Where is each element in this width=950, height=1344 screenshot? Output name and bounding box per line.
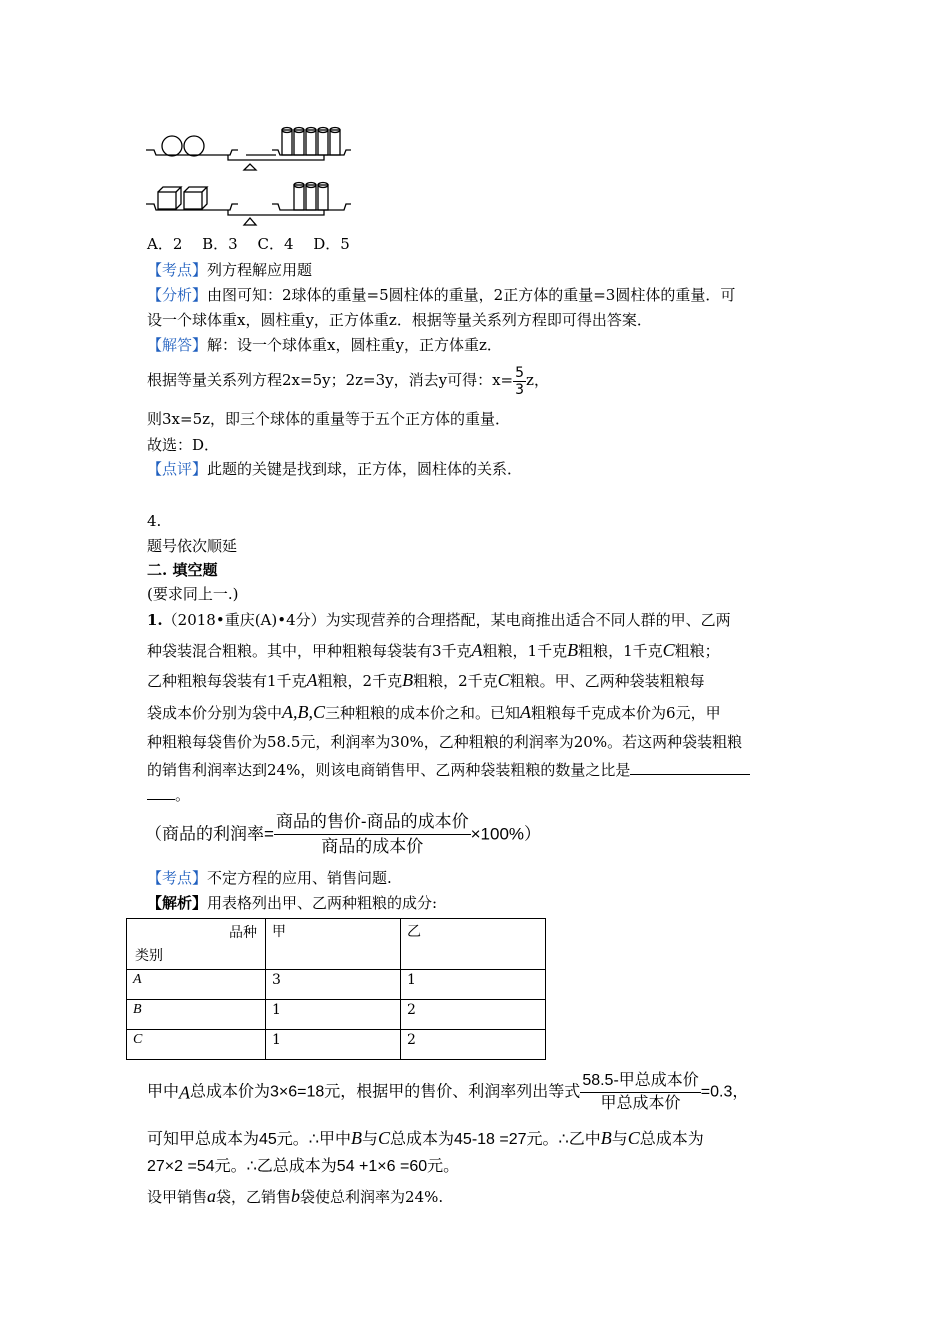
table-row: C 1 2 [127,1030,546,1060]
sphere-icon [184,136,204,156]
cylinder-group-1 [282,128,340,156]
problem-line-7: 。 [147,785,190,805]
fraction-five-thirds: $\frac{5}{3}$ [515,364,525,398]
table-corner-cell: 品种 类别 [127,919,266,970]
table-row: B 1 2 [127,1000,546,1030]
profit-equation-fraction: $\frac{\text{58.5-甲总成本价}}{\text{甲总成本价}}$ [582,1072,699,1112]
dianping-line [147,459,522,479]
solution-line-1: 甲中A总成本价为3×6=18元，根据甲的售价、利润率列出等式 $\frac{\text{58.5-甲总成本价}}{\text{甲总成本价}}$ =0.3， [147,1070,748,1115]
problem-line-6: 的销售利润率达到24%，则该电商销售甲、乙两种袋装粗粮的数量之比是 [147,760,750,780]
kaodian-label: 【考点】 [147,261,208,279]
jieda-text: 解：设一个球体重x，圆柱重y，正方体重z． [207,336,502,354]
equation-prefix: 根据等量关系列方程2x=5y；2z=3y，消去y可得：x= [147,371,514,389]
profit-rate-fraction: $\frac{\text{商品的售价-商品的成本价}}{\text{商品的成本价}}$ [275,812,469,856]
dianping-text: 此题的关键是找到球，正方体，圆柱体的关系． [207,460,523,478]
balance-scale-figures [144,120,354,230]
table-header-row [127,919,546,970]
fenxi-text-1: 由图可知：2球体的重量=5圆柱体的重量，2正方体的重量=3圆柱体的重量．可 [207,286,736,304]
solution-line-4: 设甲销售a袋，乙销售b袋使总利润率为24%. [147,1186,444,1206]
problem-number: 1. [147,611,163,629]
fulcrum-2 [244,218,256,225]
conclusion-line: 则3x=5z，即三个球体的重量等于五个正方体的重量． [147,410,511,428]
jiexi-label: 【解析】 [147,894,208,912]
answer-blank[interactable] [630,760,750,775]
sphere-icon [162,136,182,156]
solution-line-3: 27×2 =54元。∴乙总成本为54 +1×6 =60元。 [147,1158,460,1175]
kaodian-text: 列方程解应用题 [207,261,313,279]
question-4-number: 4. [147,512,162,530]
table-col-yi: 乙 [401,919,546,970]
jieda-line [147,335,502,355]
kaodian-label-2: 【考点】 [147,869,208,887]
profit-rate-formula: （商品的利润率= $\frac{\text{商品的售价-商品的成本价}}{\text{商品的成本价}}$ ×100%） [145,810,541,859]
jieda-label: 【解答】 [147,336,208,354]
kaodian-line-2: 【考点】不定方程的应用、销售问题. [147,869,392,887]
dianping-label: 【点评】 [147,460,208,478]
table-row: A 3 1 [127,970,546,1000]
fenxi-line-1 [147,285,735,305]
problem-line-3: 乙种粗粮每袋装有1千克A粗粮，2千克B粗粮，2千克C粗粮。甲、乙两种袋装粗粮每 [147,670,705,690]
left-pan-1 [146,150,238,155]
cube-group [158,187,207,209]
fenxi-label: 【分析】 [147,286,208,304]
kaodian-line [147,260,312,280]
answer-line: 故选：D． [147,436,220,454]
fenxi-line-2: 设一个球体重x，圆柱重y，正方体重z．根据等量关系列方程即可得出答案． [147,311,652,329]
problem-line-4: 袋成本价分别为袋中A,B,C三种粗粮的成本价之和。已知A粗粮每千克成本价为6元，甲 [147,702,721,722]
problem-line-5: 种粗粮每袋售价为58.5元，利润率为30%，乙种粗粮的利润率为20%。若这两种袋装粗粮 [147,733,743,751]
equation-suffix: z， [526,371,549,389]
right-pan-1 [272,150,351,155]
table-col-jia: 甲 [266,919,401,970]
options-line: A．2 B．3 C．4 D．5 [147,235,350,253]
question-4-note: 题号依次顺延 [147,537,238,555]
composition-table [126,918,546,1060]
right-pan-2 [272,204,351,210]
problem-line-1: 1.（2018•重庆(A)•4分）为实现营养的合理搭配，某电商推出适合不同人群的甲、乙两 [147,611,731,629]
solution-line-2: 可知甲总成本为45元。∴甲中B与C总成本为45-18 =27元。∴乙中B与C总成本为 [147,1128,704,1148]
cylinder-group-2 [294,183,328,211]
section-requirement: (要求同上一.) [147,585,239,603]
problem-line-2: 种袋装混合粗粮。其中，甲种粗粮每袋装有3千克A粗粮，1千克B粗粮，1千克C粗粮； [147,640,720,660]
section-title: 二. 填空题 [147,561,218,579]
jiexi-line: 【解析】用表格列出甲、乙两种粗粮的成分: [147,894,438,912]
fulcrum-1 [244,164,256,170]
answer-blank-continued[interactable] [147,785,175,800]
equation-line [147,362,549,398]
